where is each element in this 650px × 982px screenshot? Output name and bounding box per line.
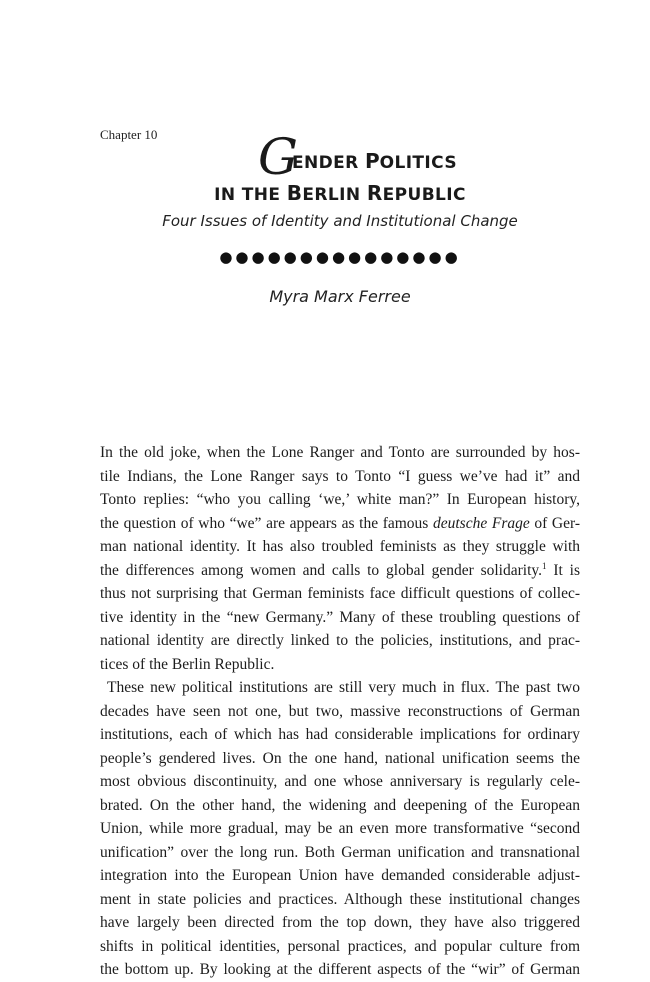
body-line: brated. On the other hand, the widening and deepening of the European <box>100 796 580 814</box>
chapter-subtitle: Four Issues of Identity and Institutional Change <box>162 212 518 230</box>
body-line: decades have seen not one, but two, massive reconstructions of German <box>100 702 580 720</box>
title-text: B <box>286 181 303 205</box>
body-line: tile Indians, the Lone Ranger says to Tonto “I guess we’ve had it” and <box>100 467 580 485</box>
body-line: the bottom up. By looking at the different aspects of the “wir” of German <box>100 961 580 978</box>
body-line: tices of the Berlin Republic. <box>100 655 275 673</box>
body-line: have largely been directed from the top down, they have also triggered <box>100 914 580 931</box>
body-text-run: the differences among women and calls to global gender solidarity. <box>100 561 543 579</box>
body-line <box>100 559 580 583</box>
author-name: Myra Marx Ferree <box>269 287 411 306</box>
title-drop-initial: G <box>258 128 296 186</box>
body-text-run: the question of who “we” are appears as the famous <box>100 514 433 532</box>
title-text: R <box>366 181 383 205</box>
body-line: In the old joke, when the Lone Ranger and Tonto are surrounded by hos- <box>100 444 580 461</box>
body-line: ment in state policies and practices. Although these institutional changes <box>100 890 580 908</box>
body-line: tive identity in the “new Germany.” Many of these troubling questions of <box>100 608 580 626</box>
body-line: man national identity. It has also troubled feminists as they struggle with <box>100 538 580 555</box>
body-line: national identity are directly linked to the policies, institutions, and prac- <box>100 632 580 649</box>
body-line: integration into the European Union have demanded considerable adjust- <box>100 867 580 884</box>
body-text-run: of Ger- <box>529 514 581 532</box>
title-text: ENDER <box>291 153 365 173</box>
title-text: EPUBLIC <box>382 185 466 205</box>
body-line: institutions, each of which has had considerable implications for ordinary <box>100 726 580 743</box>
ornament-divider: ●●●●●●●●●●●●●●● <box>219 248 461 266</box>
body-line: most obvious discontinuity, and one whose anniversary is regularly cele- <box>100 773 580 790</box>
body-text <box>100 441 580 982</box>
chapter-title-line-1 <box>258 128 457 186</box>
body-line: Union, while more gradual, may be an even more transformative “second <box>100 820 580 837</box>
body-line: These new political institutions are still very much in flux. The past two <box>107 679 580 696</box>
body-line <box>100 512 580 536</box>
body-line: thus not surprising that German feminists face difficult questions of collec- <box>100 585 580 602</box>
chapter-label: Chapter 10 <box>100 127 158 142</box>
body-line: unification” over the long run. Both German unification and transnational <box>100 843 580 861</box>
footnote-marker[interactable]: 1 <box>542 560 547 571</box>
title-text: P <box>364 149 380 173</box>
body-line: shifts in political identities, personal practices, and popular culture from <box>100 937 580 955</box>
title-text: ERLIN <box>302 185 367 205</box>
body-line: people’s gendered lives. On the one hand, national unification seems the <box>100 749 580 767</box>
body-line: Tonto replies: “who you calling ‘we,’ white man?” In European history, <box>100 491 580 508</box>
title-text: OLITICS <box>379 153 457 173</box>
title-text: IN THE <box>214 185 287 205</box>
chapter-title-line-2 <box>0 181 650 205</box>
italic-term: deutsche Frage <box>432 514 530 532</box>
body-text-run: It is <box>546 561 580 579</box>
